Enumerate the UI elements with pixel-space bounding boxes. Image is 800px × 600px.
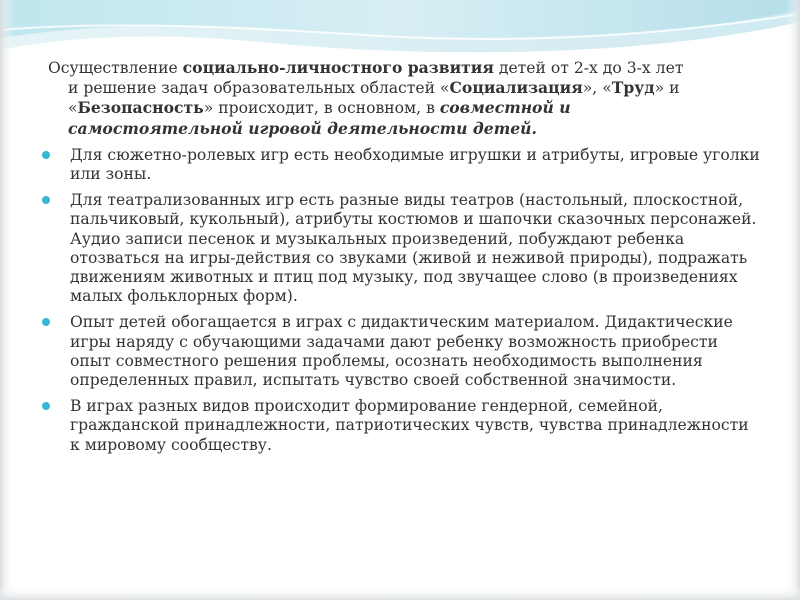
bullet-list (40, 146, 760, 455)
list-item (40, 191, 760, 306)
list-item (40, 313, 760, 390)
bullet-dot-icon (42, 318, 50, 326)
bullet-dot-icon (42, 151, 50, 159)
intro-text: », « (582, 79, 612, 98)
intro-text: детей от 2-х до 3-х лет (493, 59, 684, 77)
intro-text: Осуществление (48, 59, 183, 77)
intro-bold-labor: Труд (611, 78, 655, 98)
intro-text: и решение задач образовательных областей « (68, 79, 450, 98)
intro-bold-socialization: Социализация (449, 78, 583, 98)
list-item (40, 397, 760, 455)
bullet-dot-icon (42, 402, 50, 410)
list-item (40, 146, 760, 184)
list-item-text: Для сюжетно-ролевых игр есть необходимые игрушки и атрибуты, игровые уголки или зоны. (70, 145, 760, 184)
intro-bold-italic: совместной и (439, 98, 571, 118)
slide-text (40, 58, 760, 462)
bullet-dot-icon (42, 196, 50, 204)
intro-bold-safety: Безопасность (77, 98, 204, 118)
intro-paragraph (40, 58, 760, 139)
intro-text: « (68, 99, 78, 118)
intro-text: » происходит, в основном, в (203, 99, 440, 118)
list-item-text: Опыт детей обогащается в играх с дидактическим материалом. Дидактические игры наряду с обучающими задачами дают ребенку возможность приобрести опыт совместного решения проблемы, осознать необходимость выполнения определенных правил, испытать чувство своей собственной значимости. (70, 313, 733, 390)
intro-bold-development: социально-личностного развития (182, 58, 494, 77)
list-item-text: В играх разных видов происходит формирование гендерной, семейной, гражданской принадлежности, патриотических чувств, чувства принадлежности к мировому сообществу. (70, 397, 749, 454)
intro-bold-italic: самостоятельной игровой деятельности детей. (68, 118, 537, 138)
intro-text: » и (654, 79, 680, 98)
list-item-text: Для театрализованных игр есть разные виды театров (настольный, плоскостной, пальчиковый, кукольный), атрибуты костюмов и шапочки сказочных персонажей. Аудио записи песенок и музыкальных произведений, побуждают ребенка отозваться на игры-действия со звуками (живой и неживой природы), подражать движениям животных и птиц под музыку, под звучащее слово (в произведениях малых фольклорных форм). (70, 191, 757, 306)
